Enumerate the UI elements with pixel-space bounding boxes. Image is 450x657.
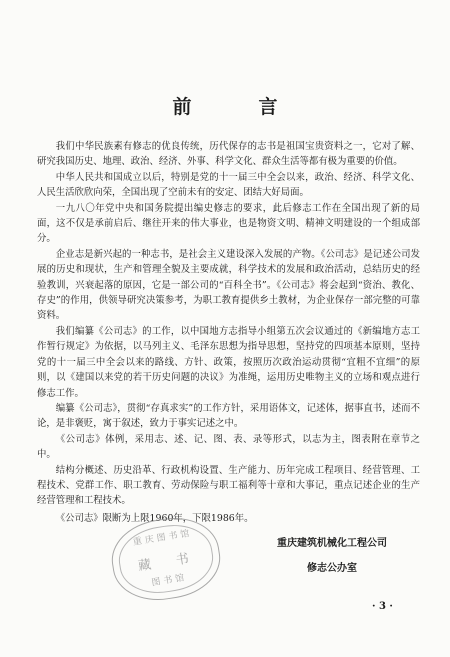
paragraph: 中华人民共和国成立以后，特别是党的十一届三中全会以来，政治、经济、科学文化、人民生活欣欣向荣，全国出现了空前未有的安定、团结大好局面。 bbox=[37, 171, 420, 199]
paragraph: 《公司志》体例，采用志、述、记、图、表、录等形式，以志为主，图表附在章节之中。 bbox=[37, 433, 420, 461]
paragraph: 结构分概述、历史沿革、行政机构设置、生产能力、历年完成工程项目、经营管理、工程技术、党群工作、职工教育、劳动保险与职工福利等十章和大事记，重点记述企业的生产经营管理和工程技术。 bbox=[37, 464, 420, 507]
page-title: 前 言 bbox=[172, 96, 302, 118]
signature-org: 重庆建筑机械化工程公司 bbox=[277, 538, 387, 549]
preface-body bbox=[37, 139, 420, 526]
stamp-top-text: 重庆图书馆 bbox=[132, 528, 194, 548]
paragraph: 《公司志》限断为上限1960年，下限1986年。 bbox=[55, 512, 254, 524]
stamp-middle-text: 藏 书 bbox=[137, 550, 196, 575]
paragraph: 编纂《公司志》，贯彻“存真求实”的工作方针，采用语体文，记述体，据事直书，述而不论，是非褒贬，寓于叙述，致力于事实记述之中。 bbox=[37, 402, 420, 430]
page-number: · 3 · bbox=[372, 601, 393, 612]
paragraph: 一九八〇年党中央和国务院提出编史修志的要求，此后修志工作在全国出现了新的局面，这不仅是承前启后、继往开来的伟大事业，也是物资文明、精神文明建设的一个组成部分。 bbox=[37, 202, 420, 245]
paragraph: 企业志是新兴起的一种志书，是社会主义建设深入发展的产物。《公司志》是记述公司发展的历史和现状，生产和管理全貌及主要成就，科学技术的发展和政治活动，总结历史的经验教训，兴衰起落的原因，它是一部公司的“百科全书”。《公司志》将会起到“资治、教化、存史”的作用，供领导研究决策参考，为职工教育提供乡土教材，为企业保存一部完整的可靠资料。 bbox=[37, 248, 420, 322]
signature-office: 修志公办室 bbox=[307, 563, 357, 574]
paragraph: 我们中华民族素有修志的优良传统，历代保存的志书是祖国宝贵资料之一，它对了解、研究我国历史、地理、政治、经济、外事、科学文化、群众生活等都有极为重要的价值。 bbox=[37, 141, 420, 168]
paragraph: 我们编纂《公司志》的工作，以中国地方志指导小组第五次会议通过的《新编地方志工作暂行规定》为依据，以马列主义、毛泽东思想为指导思想，坚持党的四项基本原则，坚持党的十一届三中全会以来的路线、方针、政策，按照历次政治运动贯彻“宜粗不宜细”的原则，以《建国以来党的若干历史问题的决议》为准绳，运用历史唯物主义的立场和观点进行修志工作。 bbox=[37, 325, 420, 399]
stamp-bottom-text: 图书馆 bbox=[150, 572, 189, 589]
